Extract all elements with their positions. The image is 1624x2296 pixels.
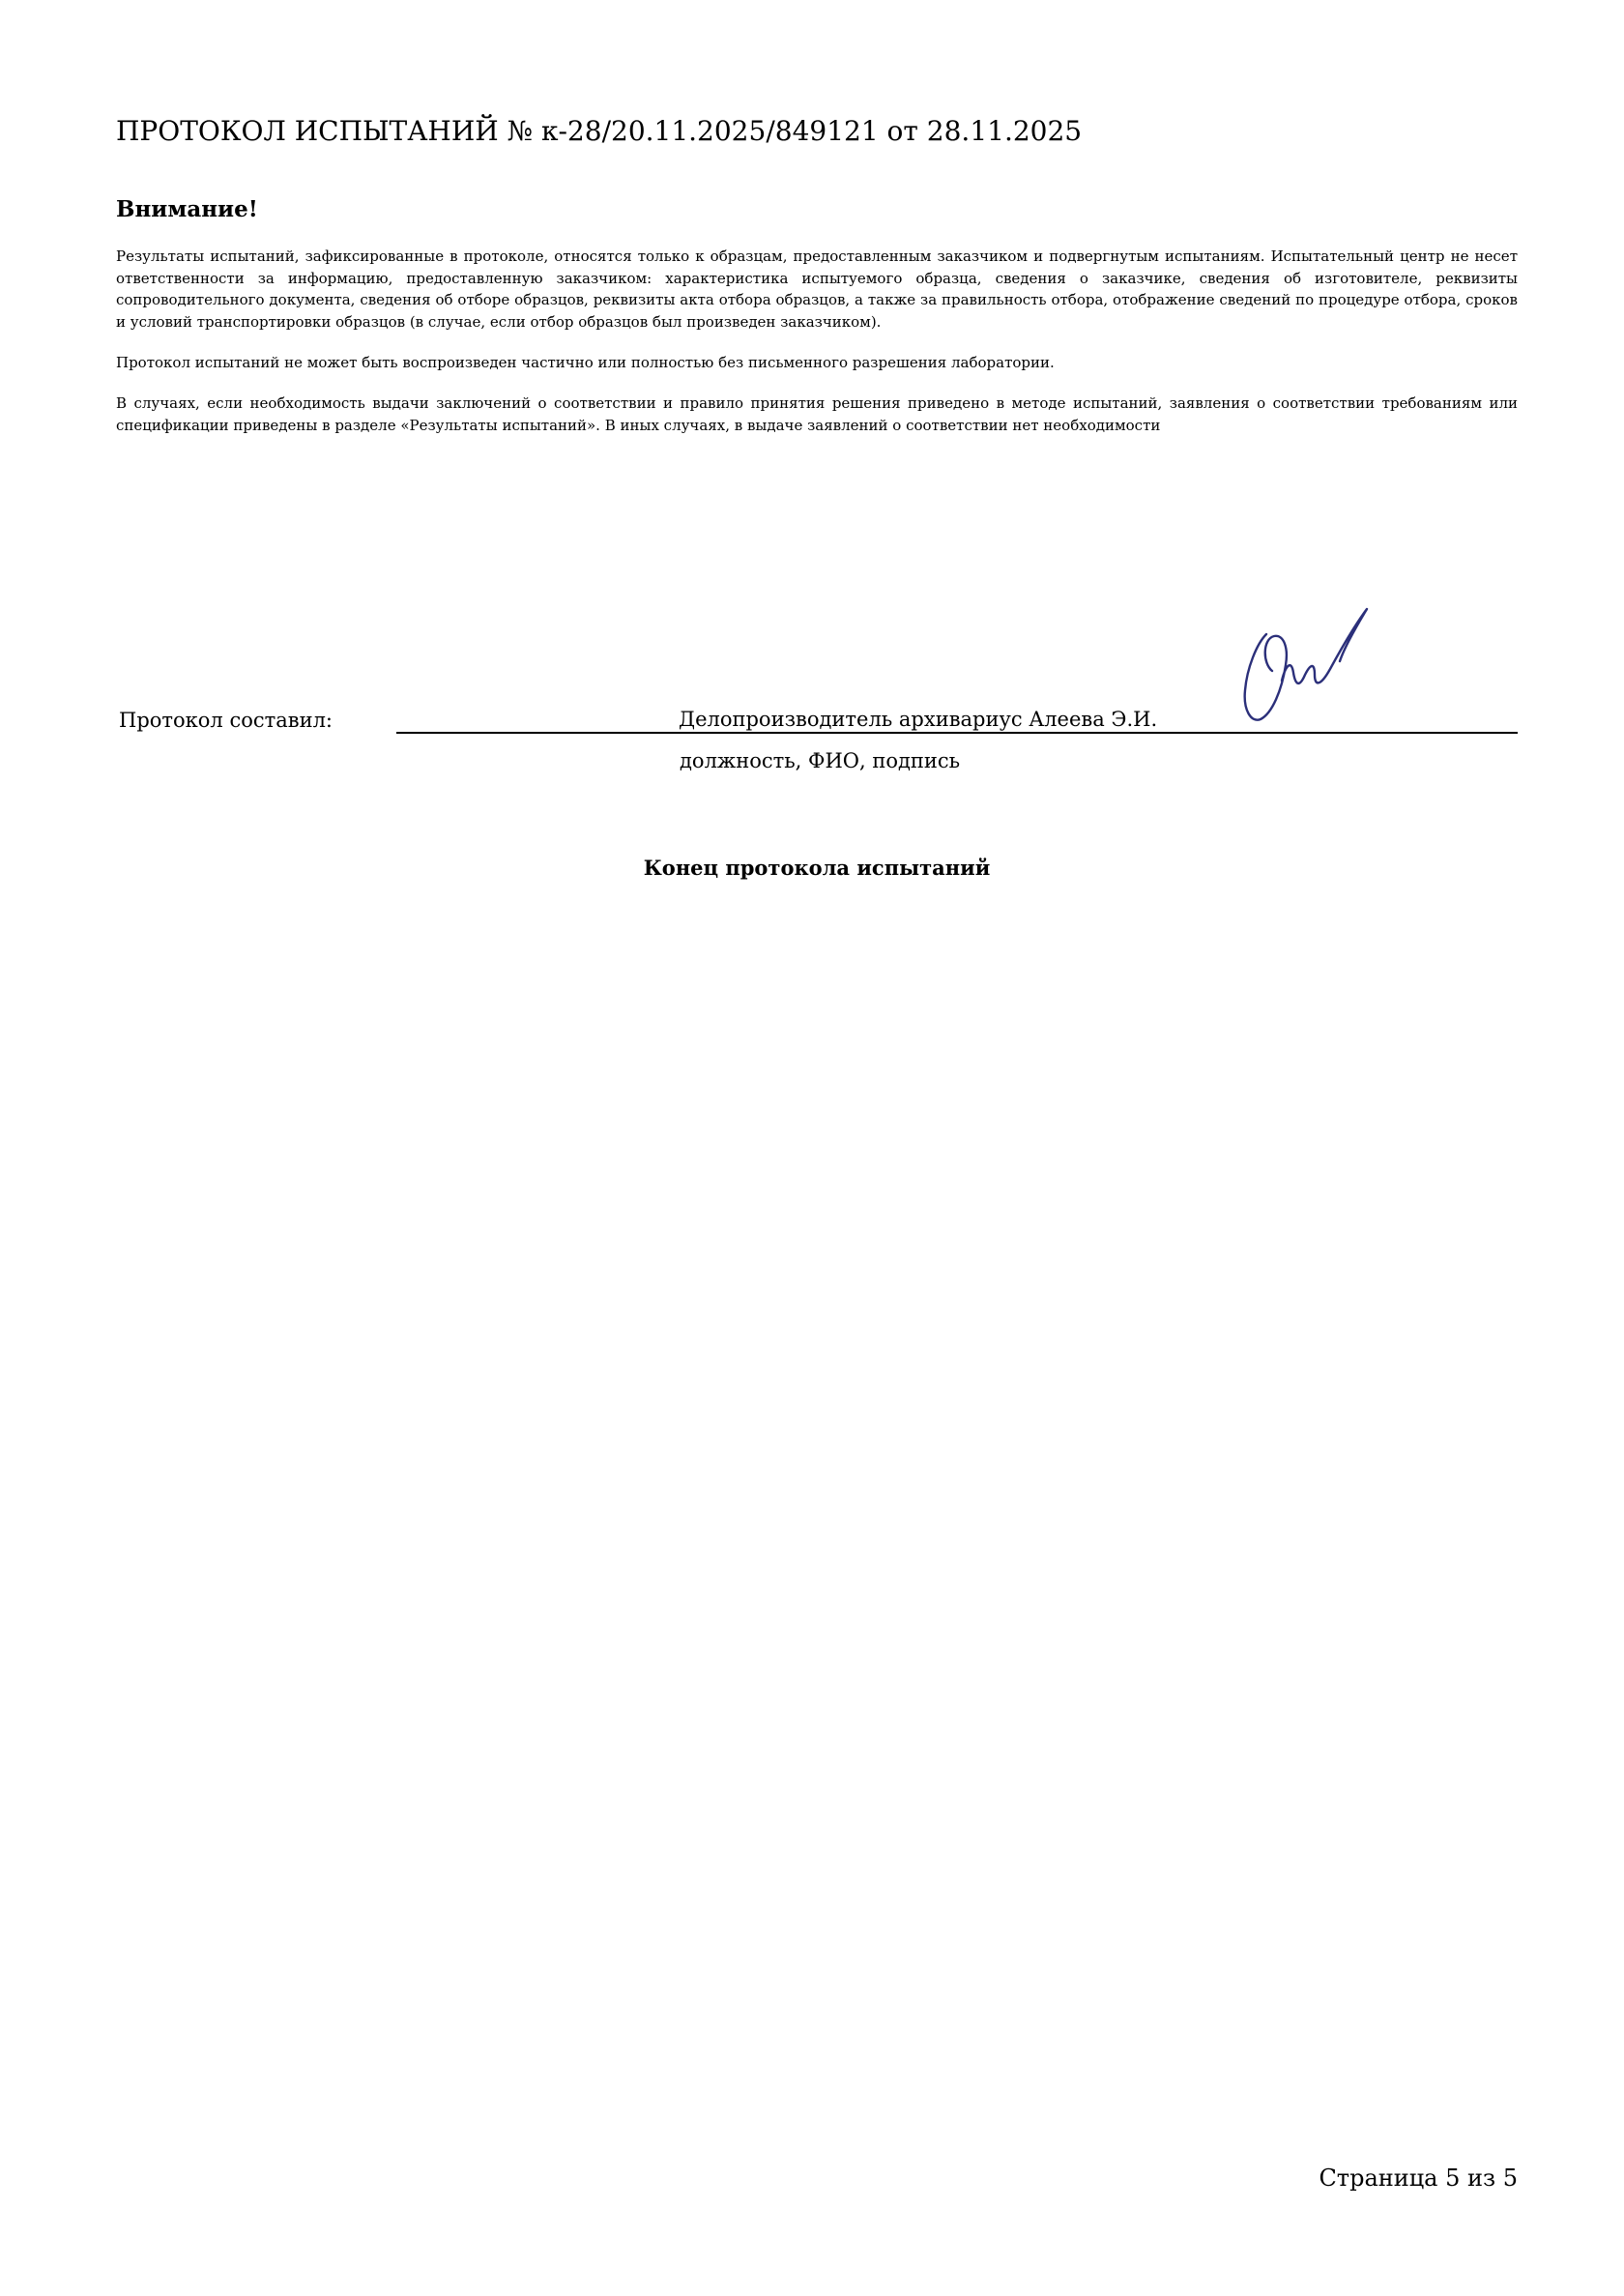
compiled-by-label: Протокол составил: [119, 709, 333, 732]
signer-name: Делопроизводитель архивариус Алеева Э.И. [679, 708, 1158, 731]
notice-paragraph-reproduction: Протокол испытаний не может быть воспроизведен частично или полностью без письменного разрешения лаборатории. [116, 354, 1055, 371]
notice-paragraph-responsibility: Результаты испытаний, зафиксированные в протоколе, относятся только к образцам, предоставленным заказчиком и подвергнутым испытаниям. Испытательный центр не несет ответственности за информацию, предоставленную заказчиком: характеристика испытуемого образца, сведения о заказчике, сведения об изготовителе, реквизиты сопроводительного документа, сведения об отборе образцов, реквизиты акта отбора образцов, а также за правильность отбора, отображение сведений по процедуре отбора, сроков и условий транспортировки образцов (в случае, если отбор образцов был произведен заказчиком). [116, 247, 1518, 331]
notice-paragraph-conformity: В случаях, если необходимость выдачи заключений о соответствии и правило принятия решения приведено в методе испытаний, заявления о соответствии требованиям или спецификации приведены в разделе «Результаты испытаний». В иных случаях, в выдаче заявлений о соответствии нет необходимости [116, 394, 1518, 434]
handwritten-signature [1239, 605, 1371, 725]
page-number: Страница 5 из 5 [1319, 2165, 1518, 2192]
signature-caption: должность, ФИО, подпись [680, 749, 961, 772]
attention-heading: Внимание! [116, 196, 258, 222]
end-of-protocol-note: Конец протокола испытаний [643, 856, 991, 880]
document-title: ПРОТОКОЛ ИСПЫТАНИЙ № к-28/20.11.2025/849121 от 28.11.2025 [116, 115, 1083, 147]
